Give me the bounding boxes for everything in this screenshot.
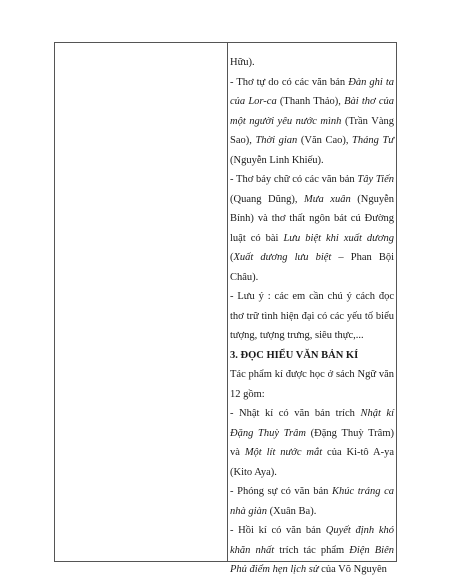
italic-text: Tháng Tư: [352, 135, 395, 146]
text-run: - Hồi kí có văn bản: [230, 525, 326, 536]
text-run: của Ki-tô A-ya (Kito Aya).: [230, 447, 394, 478]
italic-text: Quyết định khó khăn nhất: [230, 525, 394, 556]
content-table: [54, 42, 397, 575]
italic-text: Xuất dương lưu biệt: [233, 252, 332, 263]
text-run: của Võ Nguyên: [318, 564, 387, 575]
right-column-cell: [230, 53, 394, 580]
italic-text: Tây Tiến: [357, 174, 394, 185]
text-run: – Phan Bội Châu).: [230, 252, 394, 283]
text-run: (Văn Cao),: [297, 135, 353, 146]
text-run: (Quang Dũng),: [230, 193, 305, 205]
column-divider: [227, 43, 228, 561]
text-run: trích tác phẩm: [274, 544, 350, 556]
text-run: (Nguyễn Bính) và thơ thất ngôn bát cú Đường luật có bài: [230, 193, 394, 244]
italic-text: Nhật kí Đặng Thuỳ Trâm: [230, 408, 395, 439]
text-run: Hữu).: [230, 57, 255, 68]
text-run: - Thơ tự do có các văn bản: [230, 76, 349, 88]
paragraph: [230, 170, 394, 287]
italic-text: Đàn ghi ta của Lor-ca: [230, 76, 394, 107]
italic-text: Thời gian: [255, 135, 298, 146]
section-heading: [230, 346, 394, 366]
text-run: (: [230, 252, 234, 263]
paragraph: [230, 482, 394, 521]
paragraph: [230, 404, 394, 482]
text-run: (Trần Vàng Sao),: [230, 115, 394, 146]
italic-text: Mưa xuân: [304, 193, 351, 205]
text-run: - Nhật kí có văn bản trích: [230, 408, 361, 419]
text-run: (Xuân Ba).: [267, 505, 317, 517]
italic-text: Bài thơ của một người yêu nước mình: [230, 96, 394, 127]
italic-text: Khúc tráng ca nhà giàn: [230, 486, 394, 517]
text-run: 3. ĐỌC HIỂU VĂN BẢN KÍ: [230, 349, 359, 361]
italic-text: Lưu biệt khi xuất dương: [283, 232, 394, 244]
paragraph: [230, 521, 394, 580]
paragraph: [230, 73, 394, 171]
text-run: (Đặng Thuỳ Trâm) và: [230, 427, 394, 458]
paragraph: [230, 53, 394, 73]
text-run: Tác phẩm kí được học ở sách Ngữ văn 12 gồm:: [230, 369, 394, 400]
text-run: - Lưu ý : các em cần chú ý cách đọc thơ trữ tình hiện đại có các yếu tố biểu tượng, tượng trưng, siêu thực,...: [230, 291, 394, 341]
italic-text: Một lít nước mắt: [244, 447, 323, 458]
text-run: - Thơ bảy chữ có các văn bản: [230, 174, 358, 185]
text-run: - Phóng sự có văn bản: [230, 486, 332, 497]
paragraph: [230, 365, 394, 404]
text-run: (Thanh Thảo),: [276, 96, 345, 107]
text-run: (Nguyễn Linh Khiếu).: [230, 154, 324, 166]
paragraph: [230, 287, 394, 346]
italic-text: Điện Biên Phủ điểm hẹn lịch sử: [230, 544, 394, 575]
